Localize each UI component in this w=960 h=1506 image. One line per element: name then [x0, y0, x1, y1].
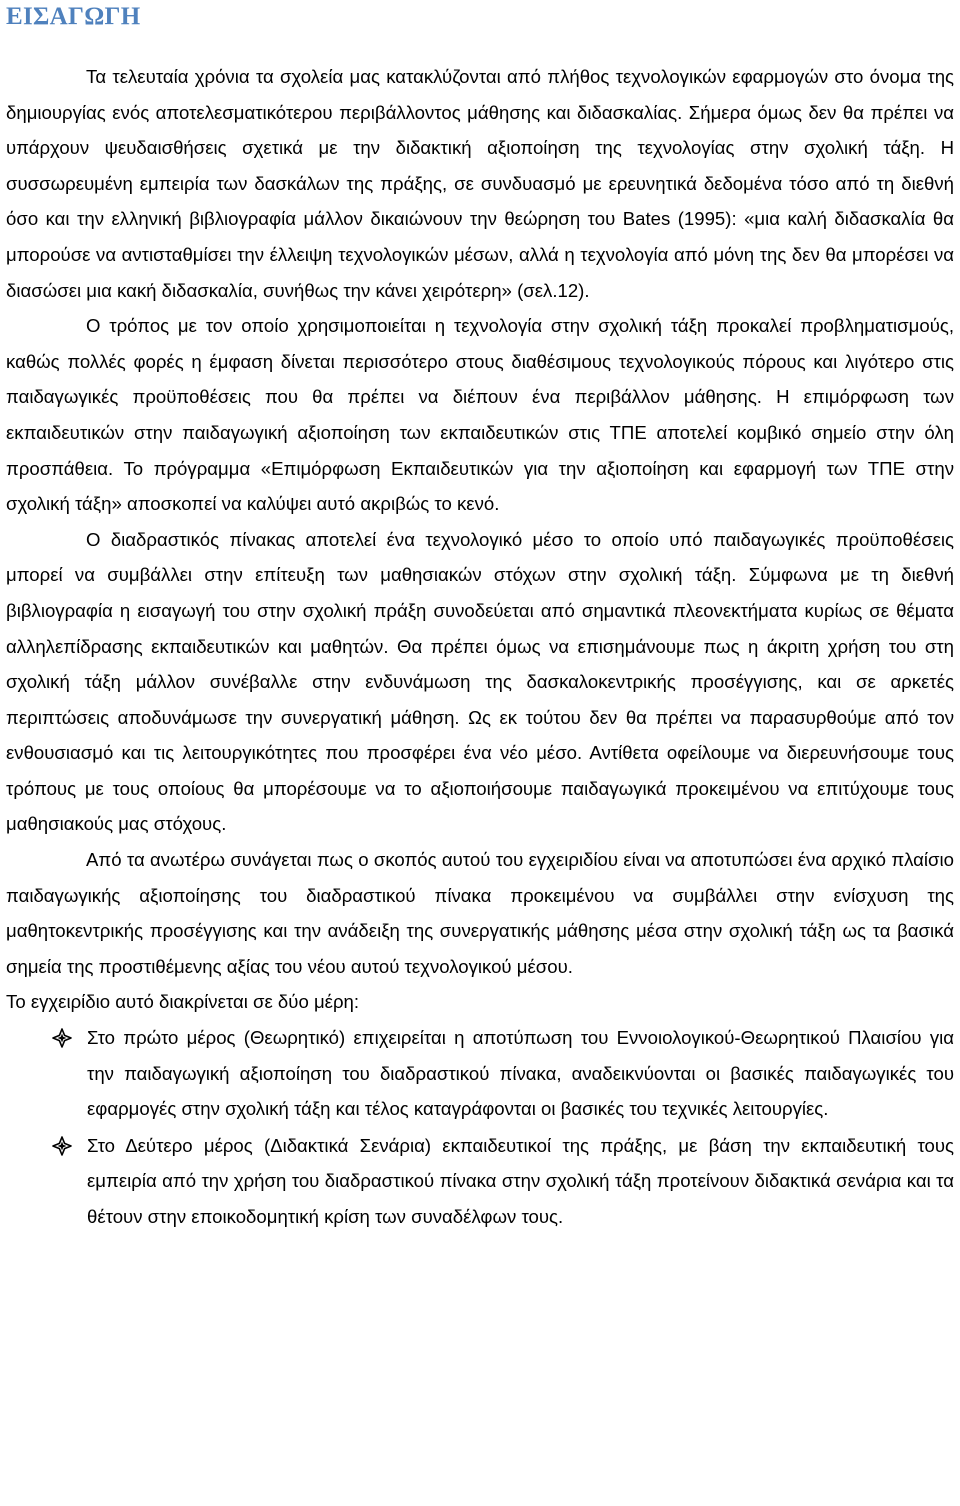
paragraph-2: Ο τρόπος με τον οποίο χρησιμοποιείται η τεχνολογία στην σχολική τάξη προκαλεί προβληματισμούς, καθώς πολλές φορές η έμφαση δίνεται περισσότερο στους διαθέσιμους τεχνολογικούς πόρους και λιγότερο στις παιδαγωγικές προϋποθέσεις που θα πρέπει να διέπουν ένα περιβάλλον μάθησης. Η επιμόρφωση των εκπαιδευτικών στην παιδαγωγική αξιοποίηση των εκπαιδευτικών στις ΤΠΕ αποτελεί κομβικό σημείο στην όλη προσπάθεια. Το πρόγραμμα «Επιμόρφωση Εκπαιδευτικών για την αξιοποίηση και εφαρμογή των ΤΠΕ στην σχολική τάξη» αποσκοπεί να καλύψει αυτό ακριβώς το κενό. — [6, 315, 954, 515]
paragraph-3: Ο διαδραστικός πίνακας αποτελεί ένα τεχνολογικό μέσο το οποίο υπό παιδαγωγικές προϋποθέσεις μπορεί να συμβάλλει στην επίτευξη των μαθησιακών στόχων στην σχολική τάξη. Σύμφωνα με τη διεθνή βιβλιογραφία η εισαγωγή του στην σχολική πράξη συνοδεύεται από σημαντικά πλεονεκτήματα κυρίως σε θέματα αλληλεπίδρασης εκπαιδευτικών και μαθητών. Θα πρέπει όμως να επισημάνουμε πως η άκριτη χρήση του στη σχολική τάξη μάλλον συνέβαλλε στην ενδυνάμωση της δασκαλοκεντρικής προσέγγισης, και σε αρκετές περιπτώσεις αποδυνάμωσε την συνεργατική μάθηση. Ως εκ τούτου δεν θα πρέπει να παρασυρθούμε από τον ενθουσιασμό και τις λειτουργικότητες που προσφέρει ένα νέο μέσο. Αντίθετα οφείλουμε να διερευνήσουμε τους τρόπους με τους οποίους θα μπορέσουμε να το αξιοποιήσουμε παιδαγωγικά προκειμένου να επιτύχουμε τους μαθησιακούς μας στόχους. — [6, 528, 954, 835]
parts-list — [6, 1020, 954, 1235]
diamond-bullet-icon — [50, 1020, 74, 1056]
list-item — [6, 1020, 954, 1127]
diamond-bullet-icon — [50, 1128, 74, 1164]
list-item — [6, 1128, 954, 1235]
body-text — [6, 59, 954, 1235]
paragraph-1: Τα τελευταία χρόνια τα σχολεία μας κατακλύζονται από πλήθος τεχνολογικών εφαρμογών στο όνομα της δημιουργίας ενός αποτελεσματικότερου περιβάλλοντος μάθησης και διδασκαλίας. Σήμερα όμως δεν θα πρέπει να υπάρχουν ψευδαισθήσεις σχετικά με την διδακτική αξιοποίηση της τεχνολογίας στην σχολική τάξη. Η συσσωρευμένη εμπειρία των δασκάλων της πράξης, σε συνδυασμό με ερευνητικά δεδομένα τόσο από τη διεθνή όσο και την ελληνική βιβλιογραφία μάλλον δικαιώνουν την θεώρηση του Bates (1995): «μια καλή διδασκαλία θα μπορούσε να αντισταθμίσει την έλλειψη τεχνολογικών μέσων, αλλά η τεχνολογία από μόνη της δεν θα μπορέσει να διασώσει μια κακή διδασκαλία, συνήθως την κάνει χειρότερη» (σελ.12). — [6, 66, 954, 301]
paragraph-4: Από τα ανωτέρω συνάγεται πως ο σκοπός αυτού του εγχειριδίου είναι να αποτυπώσει ένα αρχικό πλαίσιο παιδαγωγικής αξιοποίησης του διαδραστικού πίνακα προκειμένου να συμβάλλει στην ενίσχυση της μαθητοκεντρικής προσέγγισης και την ανάδειξη της συνεργατικής μάθησης μέσα στην σχολική τάξη ως τα βασικά σημεία της προστιθέμενης αξίας του νέου αυτού τεχνολογικού μέσου. — [6, 849, 954, 977]
list-intro: Το εγχειρίδιο αυτό διακρίνεται σε δύο μέρη: — [6, 991, 360, 1013]
list-item-text: Στο πρώτο μέρος (Θεωρητικό) επιχειρείται η αποτύπωση του Εννοιολογικού-Θεωρητικού Πλαισίου για την παιδαγωγική αξιοποίηση του διαδραστικού πίνακα, αναδεικνύονται οι βασικές παιδαγωγικές του εφαρμογές στην σχολική τάξη και τέλος καταγράφονται οι βασικές του τεχνικές λειτουργίες. — [87, 1027, 954, 1120]
list-item-text: Στο Δεύτερο μέρος (Διδακτικά Σενάρια) εκπαιδευτικοί της πράξης, με βάση την εκπαιδευτική τους εμπειρία από την χρήση του διαδραστικού πίνακα στην σχολική τάξη προτείνουν διδακτικά σενάρια και τα θέτουν στην εποικοδομητική κρίση των συναδέλφων τους. — [87, 1134, 954, 1227]
section-heading: ΕΙΣΑΓΩΓΗ — [6, 3, 141, 30]
